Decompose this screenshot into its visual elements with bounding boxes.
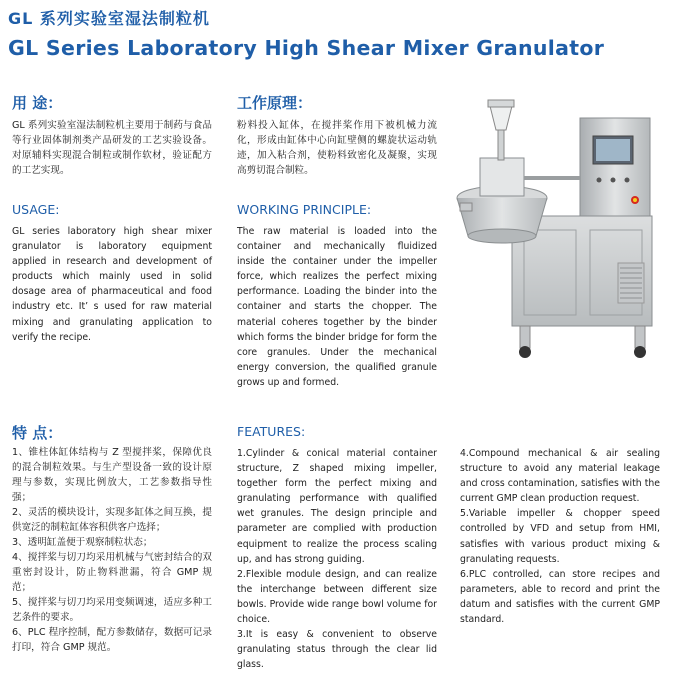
feature-cn-item: 2、灵活的模块设计，实现多缸体之间互换，提供宽泛的制粒缸体容积供客户选择； — [12, 507, 212, 533]
principle-heading-en: WORKING PRINCIPLE: — [237, 202, 372, 217]
feature-cn-item: 5、搅拌桨与切刀均采用变频调速，适应多种工艺条件的要求。 — [12, 597, 212, 623]
usage-heading-cn: 用 途： — [12, 94, 63, 112]
usage-text-en: GL series laboratory high shear mixer granulator is laboratory equipment applied in research and development of products which mainly used in solid dosage area of pharmaceutical and food industry etc. It’ s used for raw material mixing and granulating application to verify the recipe. — [12, 226, 212, 343]
feature-en-item: 3.It is easy & convenient to observe granulating status through the clear lid glass. — [237, 629, 437, 671]
feature-cn-item: 4、搅拌桨与切刀均采用机械与气密封结合的双重密封设计，防止物料泄漏，符合 GMP 规范； — [12, 552, 212, 593]
features-list-en-right — [460, 446, 660, 627]
feature-cn-item: 6、PLC 程序控制，配方参数储存，数据可记录打印，符合 GMP 规范。 — [12, 627, 212, 653]
principle-text-cn: 粉料投入缸体，在搅拌桨作用下被机械力流化，形成由缸体中心向缸壁侧的螺旋状运动轨迹，加入粘合剂，使粉料致密化及凝聚，实现高剪切混合制粒。 — [237, 120, 437, 176]
feature-cn-item: 1、锥柱体缸体结构与 Z 型搅拌桨，保障优良的混合制粒效果。与生产型设备一致的设计原理与参数，实现比例放大，工艺参数指导性强； — [12, 447, 212, 503]
principle-text-en: The raw material is loaded into the container and mechanically fluidized inside the container under the impeller force, which realizes the perfect mixing performance. Loading the binder into the container and starts the chopper. The material coheres together by the binder which forms the binder bridge for form the core granules. Under the mechanical energy conversion, the qualified granule grows up and formed. — [237, 226, 437, 388]
usage-heading-en: USAGE: — [12, 202, 60, 217]
feature-cn-item: 3、透明缸盖便于观察制粒状态； — [12, 537, 153, 548]
feature-en-item: 4.Compound mechanical & air sealing structure to avoid any material leakage and cross contamination, satisfies with the current GMP clean production request. — [460, 448, 660, 505]
usage-text-cn: GL 系列实验室湿法制粒机主要用于制药与食品等行业固体制剂类产品研发的工艺实验设备。对原辅料实现混合制粒或制作软材，验证配方的工艺实现。 — [12, 120, 212, 176]
page-title-cn: GL 系列实验室湿法制粒机 — [8, 9, 210, 28]
principle-heading-cn: 工作原理： — [237, 94, 313, 112]
features-list-cn — [12, 445, 212, 655]
feature-en-item: 5.Variable impeller & chopper speed controlled by VFD and setup from HMI, satisfies with various product mixing & granulating requests. — [460, 508, 660, 565]
features-list-en-left — [237, 446, 437, 672]
feature-en-item: 2.Flexible module design, and can realize the interchange between different size bowls. Provide wide range bowl volume for choice. — [237, 568, 437, 626]
feature-en-item: 1.Cylinder & conical material container structure, Z shaped mixing impeller, together form the perfect mixing and granulating performance with qualified wet granules. The design principle and parameter are complied with production equipment to realize the process scaling up, and has strong guiding. — [237, 448, 437, 565]
features-heading-en: FEATURES: — [237, 424, 306, 439]
page-title-en: GL Series Laboratory High Shear Mixer Granulator — [8, 36, 605, 60]
granulator-machine-image — [450, 88, 665, 363]
features-heading-cn: 特 点： — [12, 424, 63, 442]
feature-en-item: 6.PLC controlled, can store recipes and parameters, able to record and print the datum and satisfies with the current GMP standard. — [460, 568, 660, 626]
